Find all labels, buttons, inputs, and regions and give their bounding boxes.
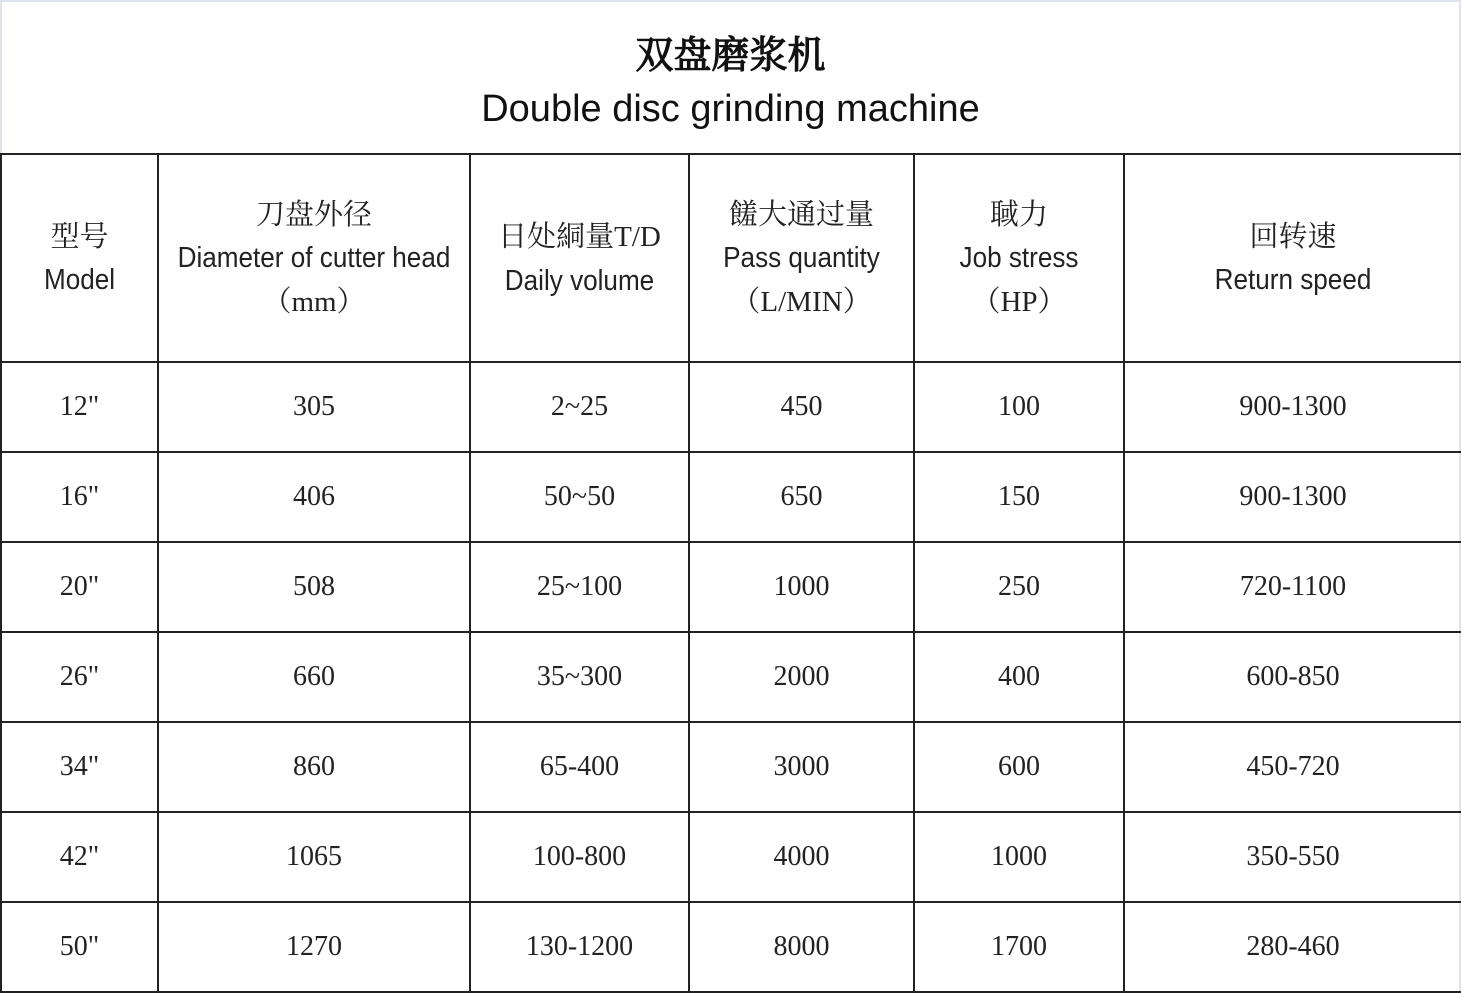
header-job-stress xyxy=(914,154,1124,362)
header-label-en: Model xyxy=(43,264,116,296)
header-label-zh-wrap xyxy=(471,214,688,259)
cell-job-stress: 100 xyxy=(914,362,1124,452)
table-row xyxy=(1,632,1461,722)
cell-pass-quantity: 450 xyxy=(689,362,914,452)
spec-table xyxy=(0,153,1461,993)
title-chinese: 双盘磨浆机 xyxy=(635,32,826,77)
cell-return-speed: 720-1100 xyxy=(1124,542,1461,632)
header-label-en: Return speed xyxy=(1214,264,1372,296)
header-label-zh: 回转速 xyxy=(1249,219,1337,253)
cell-model: 20" xyxy=(1,542,158,632)
cell-model: 42" xyxy=(1,812,158,902)
table-row xyxy=(1,362,1461,452)
cell-diameter: 1065 xyxy=(158,812,470,902)
cell-model: 26" xyxy=(1,632,158,722)
cell-pass-quantity: 4000 xyxy=(689,812,914,902)
cell-job-stress: 400 xyxy=(914,632,1124,722)
title-block xyxy=(0,0,1461,153)
cell-job-stress: 1700 xyxy=(914,902,1124,992)
cell-pass-quantity: 8000 xyxy=(689,902,914,992)
table-header-row xyxy=(1,154,1461,362)
table-row xyxy=(1,902,1461,992)
cell-job-stress: 250 xyxy=(914,542,1124,632)
cell-pass-quantity: 2000 xyxy=(689,632,914,722)
header-label-zh: 刀盘外径 xyxy=(255,197,372,231)
header-label-zh: 聝力 xyxy=(989,197,1048,231)
table-row xyxy=(1,722,1461,812)
cell-daily-volume: 35~300 xyxy=(470,632,689,722)
cell-diameter: 860 xyxy=(158,722,470,812)
cell-pass-quantity: 1000 xyxy=(689,542,914,632)
header-label-zh: 日处絧量 xyxy=(498,218,615,253)
table-row xyxy=(1,812,1461,902)
cell-return-speed: 350-550 xyxy=(1124,812,1461,902)
cell-pass-quantity: 650 xyxy=(689,452,914,542)
cell-daily-volume: 50~50 xyxy=(470,452,689,542)
header-label-zh: 饈大通过量 xyxy=(728,197,874,231)
header-unit: T/D xyxy=(614,220,661,253)
cell-return-speed: 900-1300 xyxy=(1124,362,1461,452)
cell-diameter: 406 xyxy=(158,452,470,542)
cell-pass-quantity: 3000 xyxy=(689,722,914,812)
header-label-en: Diameter of cutter head xyxy=(177,242,451,274)
cell-job-stress: 150 xyxy=(914,452,1124,542)
title-english: Double disc grinding machine xyxy=(481,88,980,130)
cell-model: 50" xyxy=(1,902,158,992)
header-pass-quantity xyxy=(689,154,914,362)
cell-job-stress: 1000 xyxy=(914,812,1124,902)
cell-diameter: 305 xyxy=(158,362,470,452)
header-label-en: Daily volume xyxy=(504,264,655,297)
cell-daily-volume: 2~25 xyxy=(470,362,689,452)
header-model xyxy=(1,154,158,362)
cell-return-speed: 280-460 xyxy=(1124,902,1461,992)
header-unit: （mm） xyxy=(262,286,366,318)
cell-daily-volume: 100-800 xyxy=(470,812,689,902)
header-return-speed xyxy=(1124,154,1461,362)
header-label-zh: 型号 xyxy=(50,219,109,253)
cell-diameter: 1270 xyxy=(158,902,470,992)
cell-return-speed: 600-850 xyxy=(1124,632,1461,722)
cell-model: 34" xyxy=(1,722,158,812)
table-row xyxy=(1,452,1461,542)
header-diameter xyxy=(158,154,470,362)
cell-return-speed: 450-720 xyxy=(1124,722,1461,812)
cell-return-speed: 900-1300 xyxy=(1124,452,1461,542)
table-row xyxy=(1,542,1461,632)
cell-job-stress: 600 xyxy=(914,722,1124,812)
header-daily-volume xyxy=(470,154,689,362)
header-label-en: Pass quantity xyxy=(723,242,880,274)
cell-daily-volume: 130-1200 xyxy=(470,902,689,992)
cell-daily-volume: 65-400 xyxy=(470,722,689,812)
cell-diameter: 508 xyxy=(158,542,470,632)
header-unit: （HP） xyxy=(971,286,1067,318)
header-unit: （L/MIN） xyxy=(731,286,872,318)
cell-model: 16" xyxy=(1,452,158,542)
header-label-en: Job stress xyxy=(959,242,1079,274)
cell-diameter: 660 xyxy=(158,632,470,722)
cell-daily-volume: 25~100 xyxy=(470,542,689,632)
cell-model: 12" xyxy=(1,362,158,452)
